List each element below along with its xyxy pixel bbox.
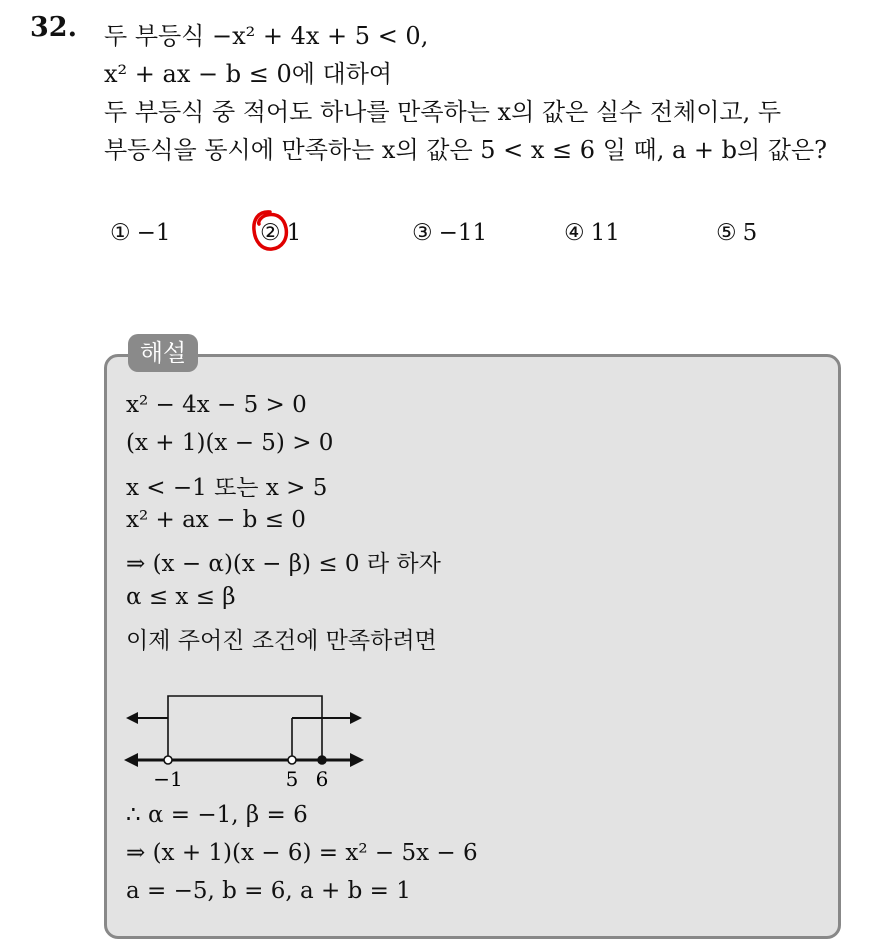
choice-2-value: 1	[286, 220, 302, 246]
right-arrowhead	[350, 712, 362, 724]
solution-line-3: x < −1 또는 x > 5	[126, 475, 328, 501]
solution-line-2: (x + 1)(x − 5) > 0	[126, 430, 334, 456]
choice-4-number: ④	[564, 220, 585, 246]
axis-right-arrowhead	[350, 753, 364, 767]
solution-line-4: x² + ax − b ≤ 0	[126, 507, 306, 533]
solution-line-6: α ≤ x ≤ β	[126, 584, 236, 610]
solution-line-9: ⇒ (x + 1)(x − 6) = x² − 5x − 6	[126, 840, 478, 866]
choice-1-number: ①	[110, 220, 131, 246]
choice-5-number: ⑤	[716, 220, 737, 246]
choice-5-value: 5	[742, 220, 758, 246]
label-minus-1: −1	[153, 767, 183, 791]
left-arrowhead	[126, 712, 138, 724]
solution-line-8: ∴ α = −1, β = 6	[126, 802, 308, 828]
question-line-4: 부등식을 동시에 만족하는 x의 값은 5 < x ≤ 6 일 때, a + b의 값은?	[104, 136, 828, 164]
question-number: 32.	[30, 12, 77, 43]
question-line-3: 두 부등식 중 적어도 하나를 만족하는 x의 값은 실수 전체이고, 두	[104, 98, 782, 126]
solution-line-7: 이제 주어진 조건에 만족하려면	[126, 628, 437, 654]
interval-alpha-beta	[168, 696, 322, 760]
question-line-2: x² + ax − b ≤ 0에 대하여	[104, 60, 393, 88]
answer-choices	[0, 220, 884, 254]
number-line-diagram	[120, 686, 380, 796]
choice-3-value: −11	[438, 220, 488, 246]
answer-mark-circle	[250, 208, 290, 254]
solution-line-1: x² − 4x − 5 > 0	[126, 392, 307, 418]
point-6	[318, 756, 326, 764]
label-5: 5	[285, 767, 299, 791]
question-line-1: 두 부등식 −x² + 4x + 5 < 0,	[104, 22, 429, 50]
choice-2-number: ②	[260, 220, 281, 246]
label-6: 6	[315, 767, 329, 791]
choice-4-value: 11	[590, 220, 620, 246]
point-minus-1	[164, 756, 172, 764]
choice-3-number: ③	[412, 220, 433, 246]
point-5	[288, 756, 296, 764]
axis-left-arrowhead	[124, 753, 138, 767]
choice-4[interactable]	[564, 220, 620, 246]
choice-1-value: −1	[136, 220, 171, 246]
choice-3[interactable]	[412, 220, 487, 246]
choice-1[interactable]	[110, 220, 171, 246]
solution-line-5: ⇒ (x − α)(x − β) ≤ 0 라 하자	[126, 551, 441, 577]
solution-tag: 해설	[128, 334, 198, 372]
solution-line-10: a = −5, b = 6, a + b = 1	[126, 878, 411, 904]
choice-5[interactable]	[716, 220, 757, 246]
